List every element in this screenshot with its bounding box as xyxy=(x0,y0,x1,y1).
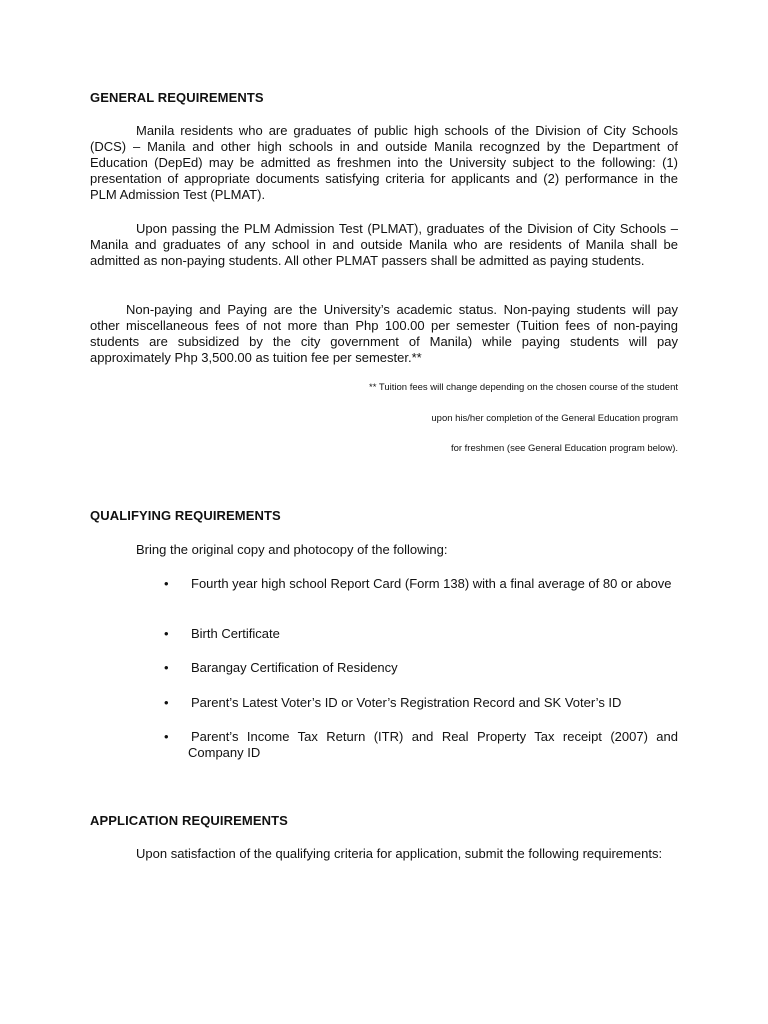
general-paragraph-3: Non-paying and Paying are the University’s academic status. Non-paying students will pay other miscellaneous fees of not more than Php 100.00 per semester (Tuition fees of non-paying students are subsidized by the city government of Manila) while paying students will pay approximately Php 3,500.00 as tuition fee per semester.** xyxy=(90,302,678,365)
qualifying-intro: Bring the original copy and photocopy of the following: xyxy=(136,542,448,557)
bullet-icon: • xyxy=(164,626,169,641)
bullet-icon: • xyxy=(164,576,169,591)
tuition-note-line-1: ** Tuition fees will change depending on the chosen course of the student xyxy=(369,382,678,393)
list-item-text: Fourth year high school Report Card (Form 138) with a final average of 80 or above xyxy=(191,576,672,591)
tuition-note-line-3: for freshmen (see General Education program below). xyxy=(450,443,678,454)
tuition-note-line-2: upon his/her completion of the General Education program xyxy=(431,413,678,424)
list-item-text: Parent’s Latest Voter’s ID or Voter’s Registration Record and SK Voter’s ID xyxy=(191,695,622,710)
general-paragraph-2: Upon passing the PLM Admission Test (PLMAT), graduates of the Division of City Schools – Manila and graduates of any school in and outside Manila who are residents of Manila shall be admitted as non-paying students. All other PLMAT passers shall be admitted as paying students. xyxy=(90,221,678,268)
list-item-text: Parent’s Income Tax Return (ITR) and Real Property Tax receipt (2007) and Company ID xyxy=(188,729,678,760)
bullet-icon: • xyxy=(164,695,169,710)
list-item-text: Barangay Certification of Residency xyxy=(191,660,398,675)
section-heading-application: APPLICATION REQUIREMENTS xyxy=(90,813,288,828)
bullet-icon: • xyxy=(164,729,169,744)
application-paragraph: Upon satisfaction of the qualifying criteria for application, submit the following requirements: xyxy=(136,846,663,861)
bullet-icon: • xyxy=(164,660,169,675)
section-heading-general: GENERAL REQUIREMENTS xyxy=(90,90,264,105)
list-item-text: Birth Certificate xyxy=(191,626,280,641)
general-paragraph-1: Manila residents who are graduates of public high schools of the Division of City Schools (DCS) – Manila and other high schools in and outside Manila recognzed by the Department of Education (DepEd) may be admitted as freshmen into the University subject to the following: (1) presentation of appropriate documents satisfying criteria for applicants and (2) performance in the PLM Admission Test (PLMAT). xyxy=(90,123,678,202)
section-heading-qualifying: QUALIFYING REQUIREMENTS xyxy=(90,508,281,523)
